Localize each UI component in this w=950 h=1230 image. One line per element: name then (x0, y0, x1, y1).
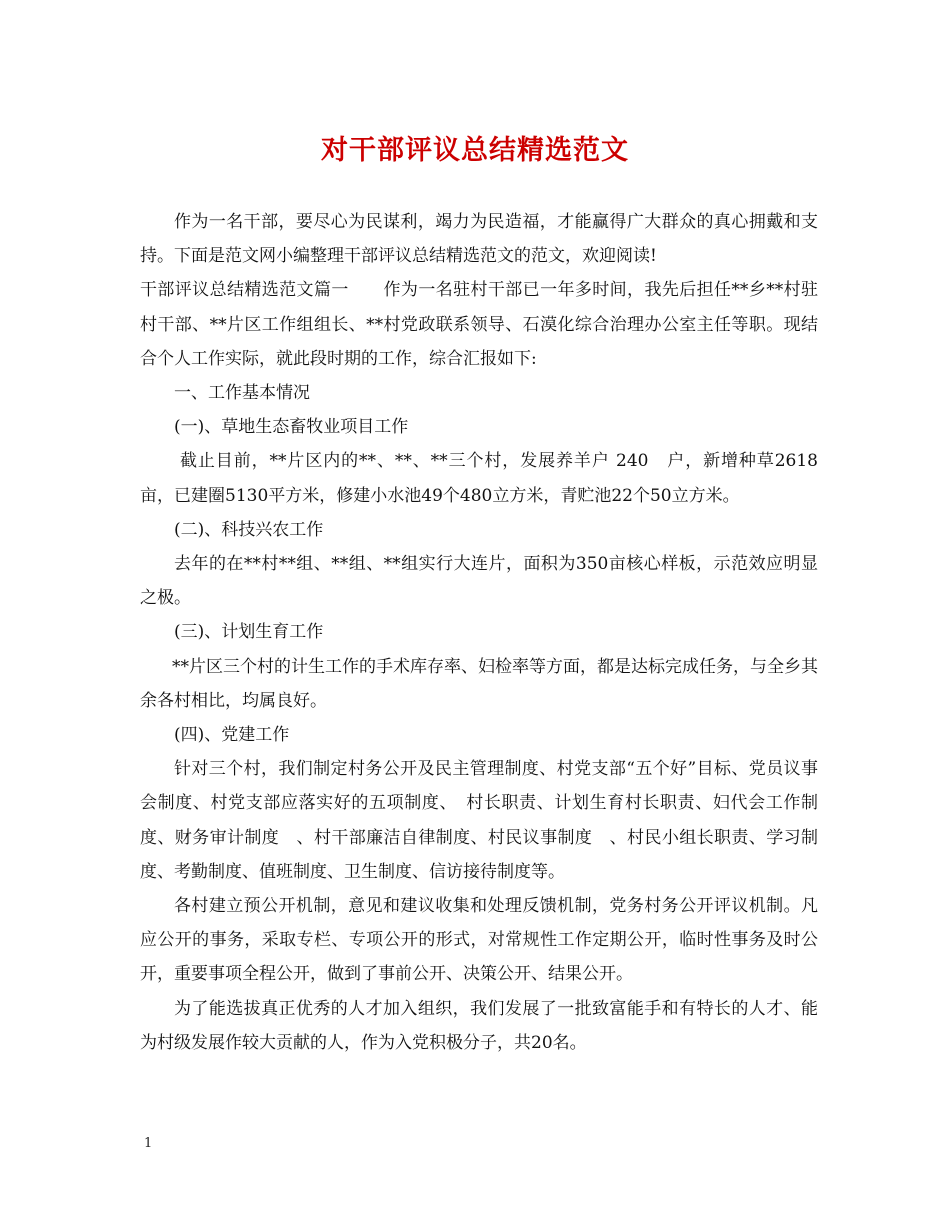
document-title: 对干部评议总结精选范文 (321, 135, 629, 166)
subheading-grassland: (一)、草地生态畜牧业项目工作 (174, 417, 409, 438)
subheading-family-planning: (三)、计划生育工作 (174, 622, 324, 643)
party-building-paragraph: 针对三个村，我们制定村务公开及民主管理制度、村党支部“五个好”目标、党员议事会制度、村党支部应落实好的五项制度、 村长职责、计划生育村长职责、妇代会工作制度、财务审计制度 、村干部廉洁自律制度、村民议事制度 、村民小组长职责、学习制度、考勤制度、值班制度、卫生制度、信访接待制度等。 (140, 759, 818, 882)
page-number: 1 (144, 1136, 153, 1151)
section-paragraph: 干部评议总结精选范文篇一 作为一名驻村干部已一年多时间，我先后担任**乡**村驻村干部、**片区工作组组长、**村党政联系领导、石漠化综合治理办公室主任等职。现结合个人工作实际，就此段时期的工作，综合汇报如下: (140, 280, 818, 369)
section-heading-basic: 一、工作基本情况 (174, 383, 310, 404)
agriculture-paragraph: 去年的在**村**组、**组、**组实行大连片，面积为350亩核心样板，示范效应明显之极。 (140, 554, 818, 609)
family-planning-paragraph: **片区三个村的计生工作的手术库存率、妇检率等方面，都是达标完成任务，与全乡其余各村相比，均属良好。 (140, 656, 818, 711)
grassland-paragraph: 截止目前，**片区内的**、**、**三个村，发展养羊户 240 户，新增种草2618亩，已建圈5130平方米，修建小水池49个480立方米，青贮池22个50立方米。 (140, 451, 818, 506)
document-body (140, 205, 818, 1060)
subheading-party-building: (四)、党建工作 (174, 725, 290, 746)
intro-paragraph: 作为一名干部，要尽心为民谋利，竭力为民造福，才能赢得广大群众的真心拥戴和支持。下面是范文网小编整理干部评议总结精选范文的范文，欢迎阅读! (140, 212, 818, 267)
talent-paragraph: 为了能选拔真正优秀的人才加入组织，我们发展了一批致富能手和有特长的人才、能为村级发展作较大贡献的人，作为入党积极分子，共20名。 (140, 998, 818, 1053)
subheading-agriculture: (二)、科技兴农工作 (174, 519, 324, 540)
disclosure-paragraph: 各村建立预公开机制，意见和建议收集和处理反馈机制，党务村务公开评议机制。凡应公开的事务，采取专栏、专项公开的形式，对常规性工作定期公开，临时性事务及时公开，重要事项全程公开，做到了事前公开、决策公开、结果公开。 (140, 896, 818, 985)
